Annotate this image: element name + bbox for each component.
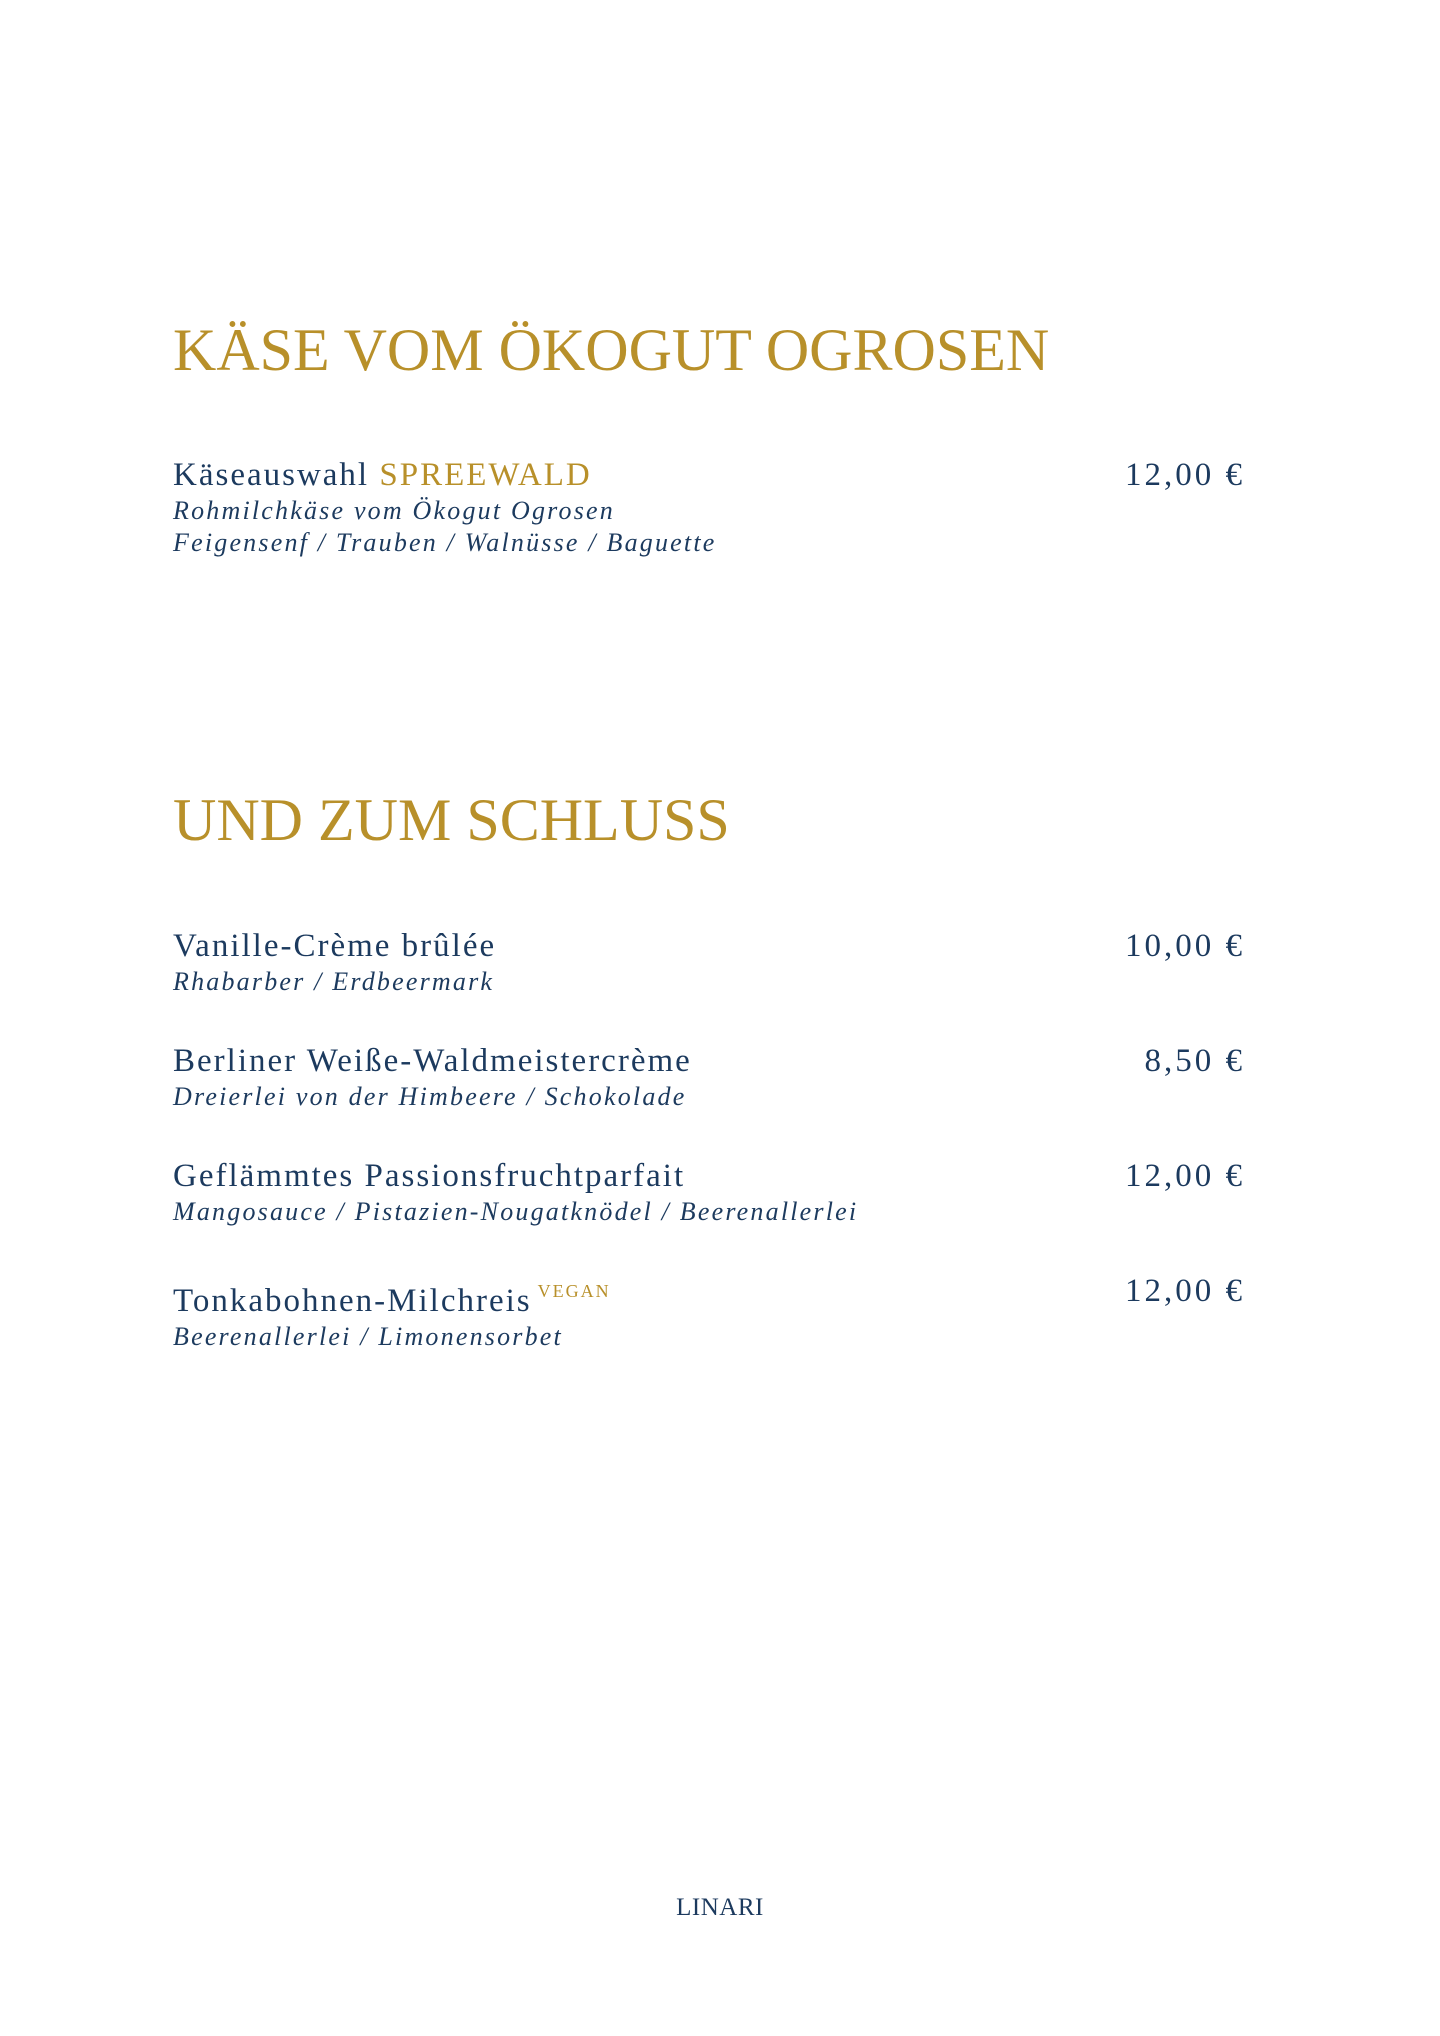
item-price: 8,50 €	[1144, 1043, 1245, 1079]
menu-item-milchreis	[173, 1271, 1245, 1353]
item-description: Rohmilchkäse vom Ökogut Ogrosen	[173, 496, 615, 525]
item-price: 10,00 €	[1125, 928, 1245, 964]
item-name	[173, 1271, 1245, 1321]
item-name	[173, 455, 1245, 495]
item-description: Rhabarber / Erdbeermark	[173, 967, 495, 996]
item-price: 12,00 €	[1125, 1158, 1245, 1194]
item-name: Vanille-Crème brûlée	[173, 928, 497, 964]
footer-brand: LINARI	[676, 1894, 764, 1921]
menu-item-waldmeistercreme	[173, 1041, 1245, 1113]
section-title-kaese: KÄSE VOM ÖKOGUT OGROSEN	[173, 317, 1050, 383]
item-name: Geflämmtes Passionsfruchtparfait	[173, 1158, 686, 1194]
item-description: Mangosauce / Pistazien-Nougatknödel / Beerenallerlei	[173, 1197, 859, 1226]
item-description: Dreierlei von der Himbeere / Schokolade	[173, 1082, 687, 1111]
item-description: Feigensenf / Trauben / Walnüsse / Baguette	[173, 528, 717, 557]
item-name: Berliner Weiße-Waldmeistercrème	[173, 1043, 692, 1079]
vegan-badge: VEGAN	[537, 1281, 611, 1301]
menu-item-kaeseauswahl	[173, 455, 1245, 559]
item-name-text: Käseauswahl	[173, 457, 370, 493]
item-price: 12,00 €	[1125, 1273, 1245, 1309]
item-name-text: Tonkabohnen-Milchreis	[173, 1283, 532, 1319]
section-title-schluss: UND ZUM SCHLUSS	[173, 787, 730, 853]
item-name-accent: SPREEWALD	[379, 457, 592, 493]
item-price: 12,00 €	[1125, 457, 1245, 493]
menu-item-creme-brulee	[173, 926, 1245, 998]
menu-item-passionsfruchtparfait	[173, 1156, 1245, 1228]
item-description: Beerenallerlei / Limonensorbet	[173, 1322, 563, 1351]
